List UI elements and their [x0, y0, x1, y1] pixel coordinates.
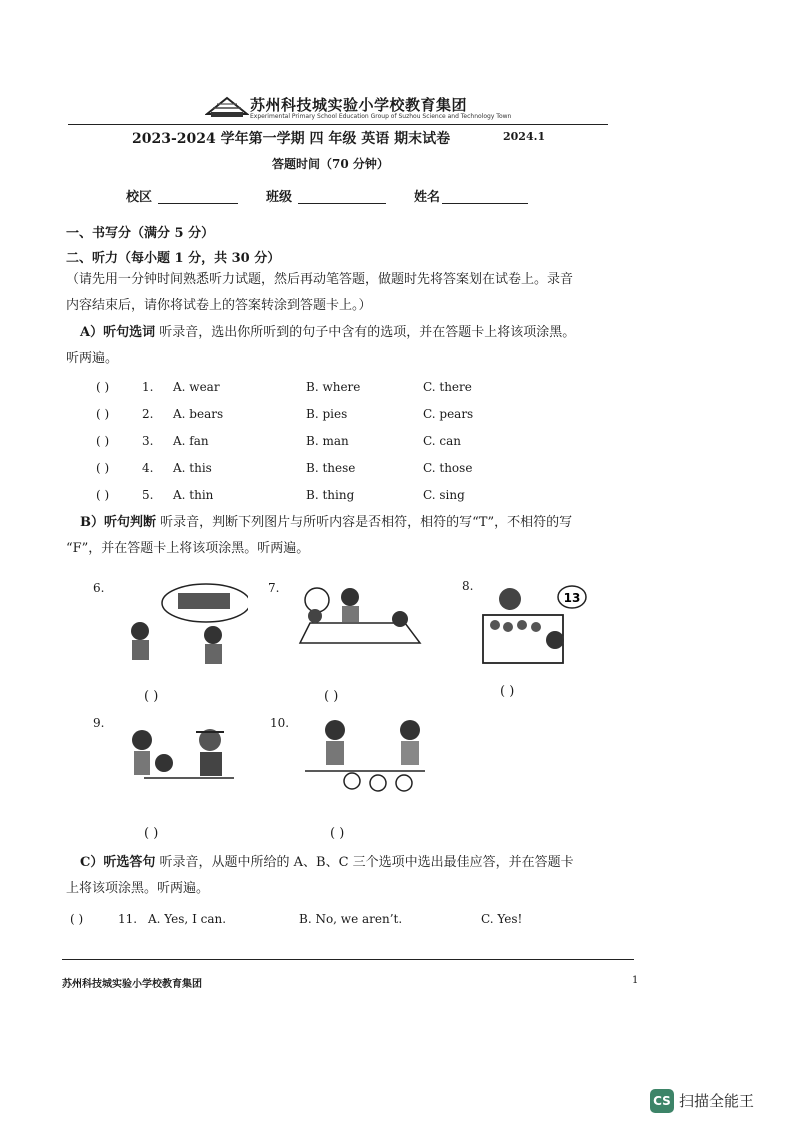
question-2-option-c[interactable]: C. pears	[423, 407, 474, 421]
question-1-option-a[interactable]: A. wear	[173, 380, 220, 394]
picture-8-monkey-counting	[480, 585, 610, 670]
part-a-label: A）听句选词	[80, 325, 156, 340]
question-5-number: 5.	[142, 488, 154, 502]
class-field[interactable]	[298, 203, 386, 204]
footer-divider	[62, 959, 634, 960]
question-5-option-c[interactable]: C. sing	[423, 488, 465, 502]
question-3-option-b[interactable]: B. man	[306, 434, 349, 448]
picture-9-number: 9.	[93, 716, 105, 730]
question-11-option-b[interactable]: B. No, we aren’t.	[299, 912, 403, 926]
exam-date: 2024.1	[503, 130, 546, 143]
school-logo-icon	[205, 94, 249, 120]
exam-time: 答题时间（70 分钟）	[272, 157, 389, 171]
question-2-option-b[interactable]: B. pies	[306, 407, 348, 421]
question-11-option-a[interactable]: A. Yes, I can.	[148, 912, 227, 926]
part-b-instruction	[80, 510, 572, 536]
question-3-row	[0, 434, 794, 454]
footer-school-name: 苏州科技城实验小学校教育集团	[62, 979, 202, 990]
scanner-logo-icon: CS	[650, 1089, 674, 1113]
school-name-english: Experimental Primary School Education Group of Suzhou Science and Technology Town	[250, 113, 512, 120]
picture-7-number: 7.	[268, 581, 280, 595]
part-c-instruction-text: 听录音，从题中所给的 A、B、C 三个选项中选出最佳应答，并在答题卡	[159, 855, 574, 870]
question-5-answer[interactable]: ( )	[96, 488, 110, 502]
campus-field[interactable]	[158, 203, 238, 204]
part-c-instruction	[80, 850, 574, 876]
question-2-answer[interactable]: ( )	[96, 407, 110, 421]
question-2-option-a[interactable]: A. bears	[173, 407, 224, 421]
picture-10-answer[interactable]: ( )	[330, 826, 345, 841]
question-1-row	[0, 380, 794, 400]
question-2-number: 2.	[142, 407, 154, 421]
question-3-answer[interactable]: ( )	[96, 434, 110, 448]
question-4-row	[0, 461, 794, 481]
writing-section-title: 一、书写分（满分 5 分）	[66, 226, 215, 241]
question-1-option-c[interactable]: C. there	[423, 380, 472, 394]
scanner-app-label: 扫描全能王	[679, 1092, 755, 1110]
picture-8-bubble-number: 13	[563, 591, 581, 605]
school-name: 苏州科技城实验小学校教育集团	[250, 96, 468, 114]
picture-8-answer[interactable]: ( )	[500, 684, 515, 699]
part-b-instruction-cont: “F”，并在答题卡上将该项涂黑。听两遍。	[66, 541, 310, 556]
question-2-row	[0, 407, 794, 427]
part-a-instruction-cont: 听两遍。	[66, 351, 119, 366]
picture-10-children-with-pandas	[300, 716, 430, 801]
question-3-option-c[interactable]: C. can	[423, 434, 461, 448]
picture-7-answer[interactable]: ( )	[324, 689, 339, 704]
name-label: 姓名	[414, 190, 441, 205]
question-1-option-b[interactable]: B. where	[306, 380, 361, 394]
campus-label: 校区	[126, 190, 153, 205]
question-4-answer[interactable]: ( )	[96, 461, 110, 475]
question-4-option-a[interactable]: A. this	[173, 461, 212, 475]
part-a-instruction-text: 听录音，选出你所听到的句子中含有的选项，并在答题卡上将该项涂黑。	[159, 325, 576, 340]
picture-7-family-at-table	[295, 583, 425, 668]
picture-6-number: 6.	[93, 581, 105, 595]
part-b-label: B）听句判断	[80, 515, 156, 530]
listening-section-title: 二、听力（每小题 1 分，共 30 分）	[66, 251, 281, 266]
question-11-row	[0, 912, 794, 932]
picture-10-number: 10.	[270, 716, 290, 730]
question-1-number: 1.	[142, 380, 154, 394]
name-field[interactable]	[442, 203, 528, 204]
question-4-option-c[interactable]: C. those	[423, 461, 473, 475]
picture-9-children-with-toy	[124, 718, 254, 803]
question-11-option-c[interactable]: C. Yes!	[481, 912, 523, 926]
header-divider	[68, 124, 608, 125]
page-number: 1	[632, 975, 639, 986]
question-3-option-a[interactable]: A. fan	[173, 434, 209, 448]
class-label: 班级	[266, 190, 293, 205]
question-11-number: 11.	[118, 912, 138, 926]
question-3-number: 3.	[142, 434, 154, 448]
question-5-option-b[interactable]: B. thing	[306, 488, 355, 502]
picture-9-answer[interactable]: ( )	[144, 826, 159, 841]
question-5-option-a[interactable]: A. thin	[173, 488, 214, 502]
picture-6-girls-talking	[118, 583, 248, 668]
part-a-instruction	[80, 320, 575, 346]
listening-note-line-1: （请先用一分钟时间熟悉听力试题，然后再动笔答题，做题时先将答案划在试卷上。录音	[66, 272, 574, 287]
question-4-number: 4.	[142, 461, 154, 475]
question-11-answer[interactable]: ( )	[70, 912, 84, 926]
question-4-option-b[interactable]: B. these	[306, 461, 356, 475]
listening-note-line-2: 内容结束后，请你将试卷上的答案转涂到答题卡上。）	[66, 298, 372, 313]
question-5-row	[0, 488, 794, 508]
exam-title: 2023-2024 学年第一学期 四 年级 英语 期末试卷	[132, 131, 451, 147]
picture-6-answer[interactable]: ( )	[144, 689, 159, 704]
part-b-instruction-text: 听录音，判断下列图片与所听内容是否相符，相符的写“T”，不相符的写	[160, 515, 573, 530]
part-c-instruction-cont: 上将该项涂黑。听两遍。	[66, 881, 210, 896]
picture-8-number: 8.	[462, 579, 474, 593]
part-c-label: C）听选答句	[80, 855, 156, 870]
question-1-answer[interactable]: ( )	[96, 380, 110, 394]
